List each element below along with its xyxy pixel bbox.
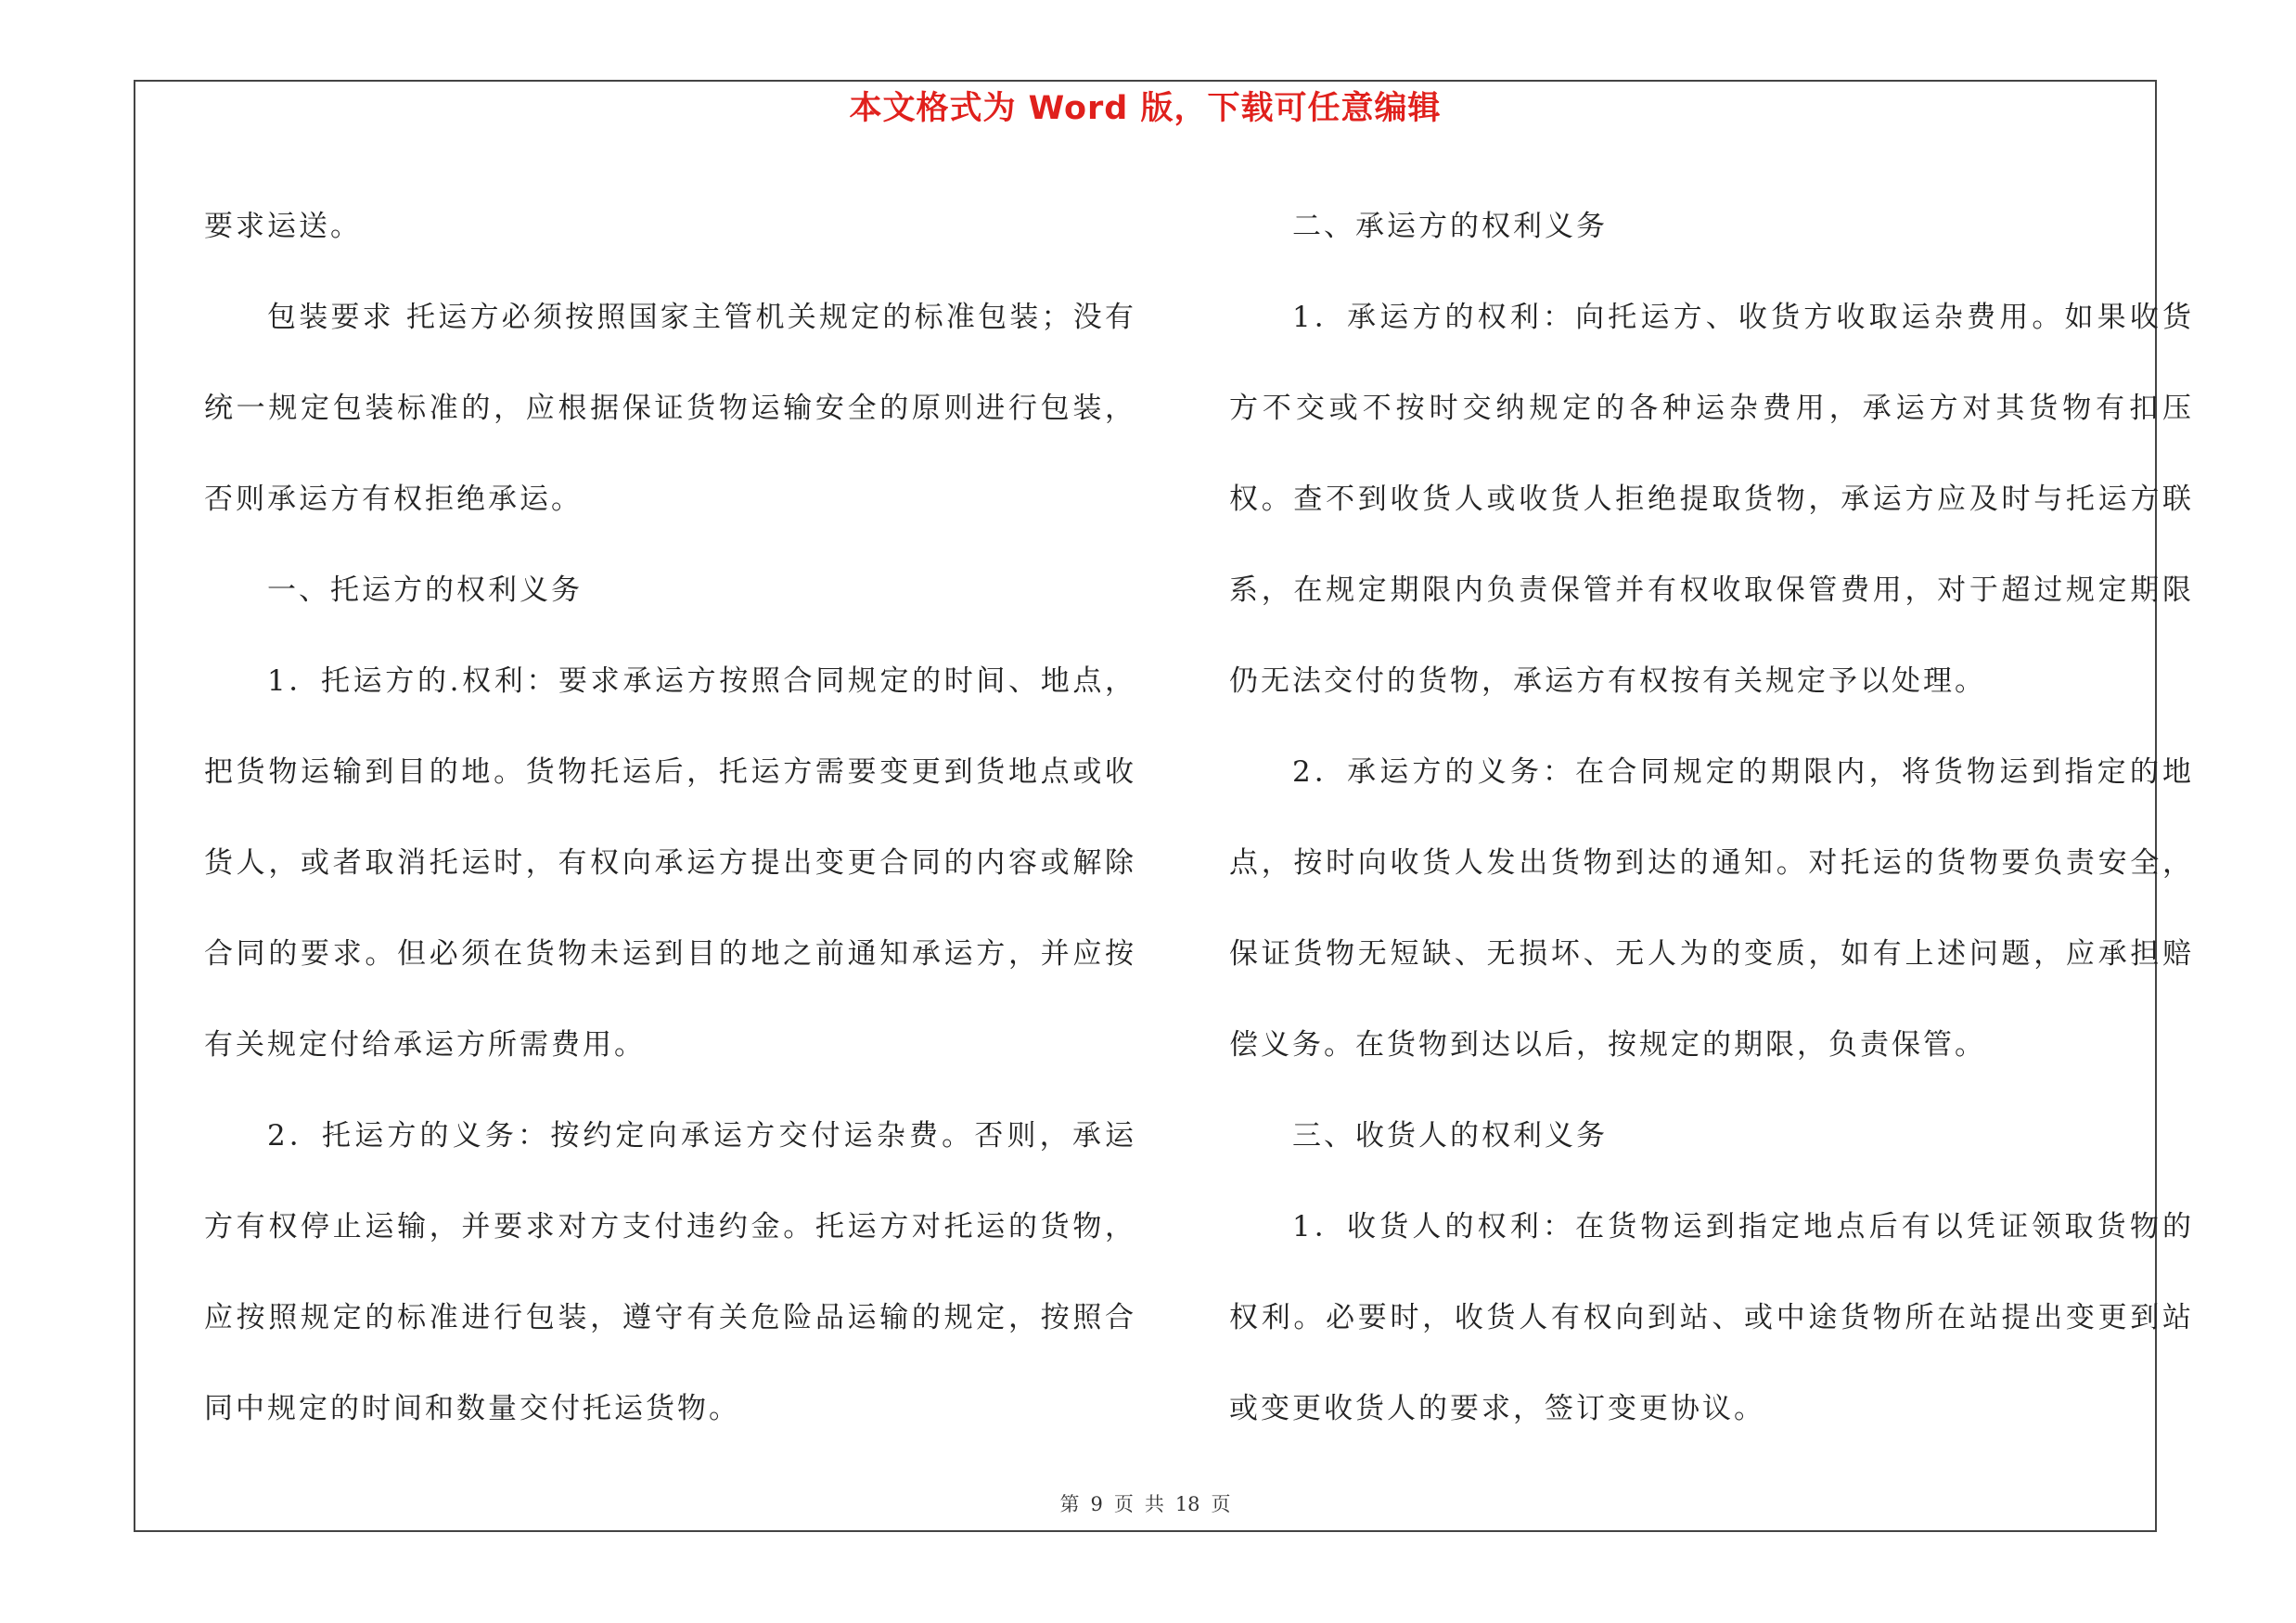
page-footer <box>134 1490 2157 1518</box>
paragraph: 1．托运方的.权利：要求承运方按照合同规定的时间、地点，把货物运输到目的地。货物托运后，托运方需要变更到货地点或收货人，或者取消托运时，有权向承运方提出变更合同的内容或解除合同的要求。但必须在货物未运到目的地之前通知承运方，并应按有关规定付给承运方所需费用。 <box>204 664 1136 1062</box>
paragraph: 1．承运方的权利：向托运方、收货方收取运杂费用。如果收货方不交或不按时交纳规定的各种运杂费用，承运方对其货物有扣压权。查不到收货人或收货人拒绝提取货物，承运方应及时与托运方联系，在规定期限内负责保管并有权收取保管费用，对于超过规定期限仍无法交付的货物，承运方有权按有关规定予以处理。 <box>1229 301 2194 698</box>
section-heading: 二、承运方的权利义务 <box>1292 210 1608 243</box>
paragraph: 包装要求 托运方必须按照国家主管机关规定的标准包装；没有统一规定包装标准的，应根据保证货物运输安全的原则进行包装，否则承运方有权拒绝承运。 <box>204 301 1136 516</box>
left-column <box>204 181 1136 1454</box>
section-heading: 三、收货人的权利义务 <box>1292 1119 1608 1153</box>
section-heading: 一、托运方的权利义务 <box>267 573 583 607</box>
footer-gong: 共 <box>1144 1493 1164 1515</box>
header-banner: 本文格式为 Word 版，下载可任意编辑 <box>849 90 1442 127</box>
footer-total-pages: 18 <box>1174 1493 1200 1515</box>
footer-ye: 页 <box>1211 1493 1231 1515</box>
paragraph: 1．收货人的权利：在货物运到指定地点后有以凭证领取货物的权利。必要时，收货人有权向到站、或中途货物所在站提出变更到站或变更收货人的要求，签订变更协议。 <box>1229 1210 2194 1425</box>
footer-ye: 页 <box>1113 1493 1134 1515</box>
paragraph: 要求运送。 <box>204 210 362 243</box>
paragraph: 2．承运方的义务：在合同规定的期限内，将货物运到指定的地点，按时向收货人发出货物到达的通知。对托运的货物要负责安全，保证货物无短缺、无损坏、无人为的变质，如有上述问题，应承担赔偿义务。在货物到达以后，按规定的期限，负责保管。 <box>1229 755 2194 1062</box>
paragraph: 2．托运方的义务：按约定向承运方交付运杂费。否则，承运方有权停止运输，并要求对方支付违约金。托运方对托运的货物，应按照规定的标准进行包装，遵守有关危险品运输的规定，按照合同中规定的时间和数量交付托运货物。 <box>204 1119 1136 1425</box>
footer-di: 第 <box>1059 1493 1080 1515</box>
right-column <box>1229 181 2194 1454</box>
footer-page-number: 9 <box>1090 1493 1103 1515</box>
